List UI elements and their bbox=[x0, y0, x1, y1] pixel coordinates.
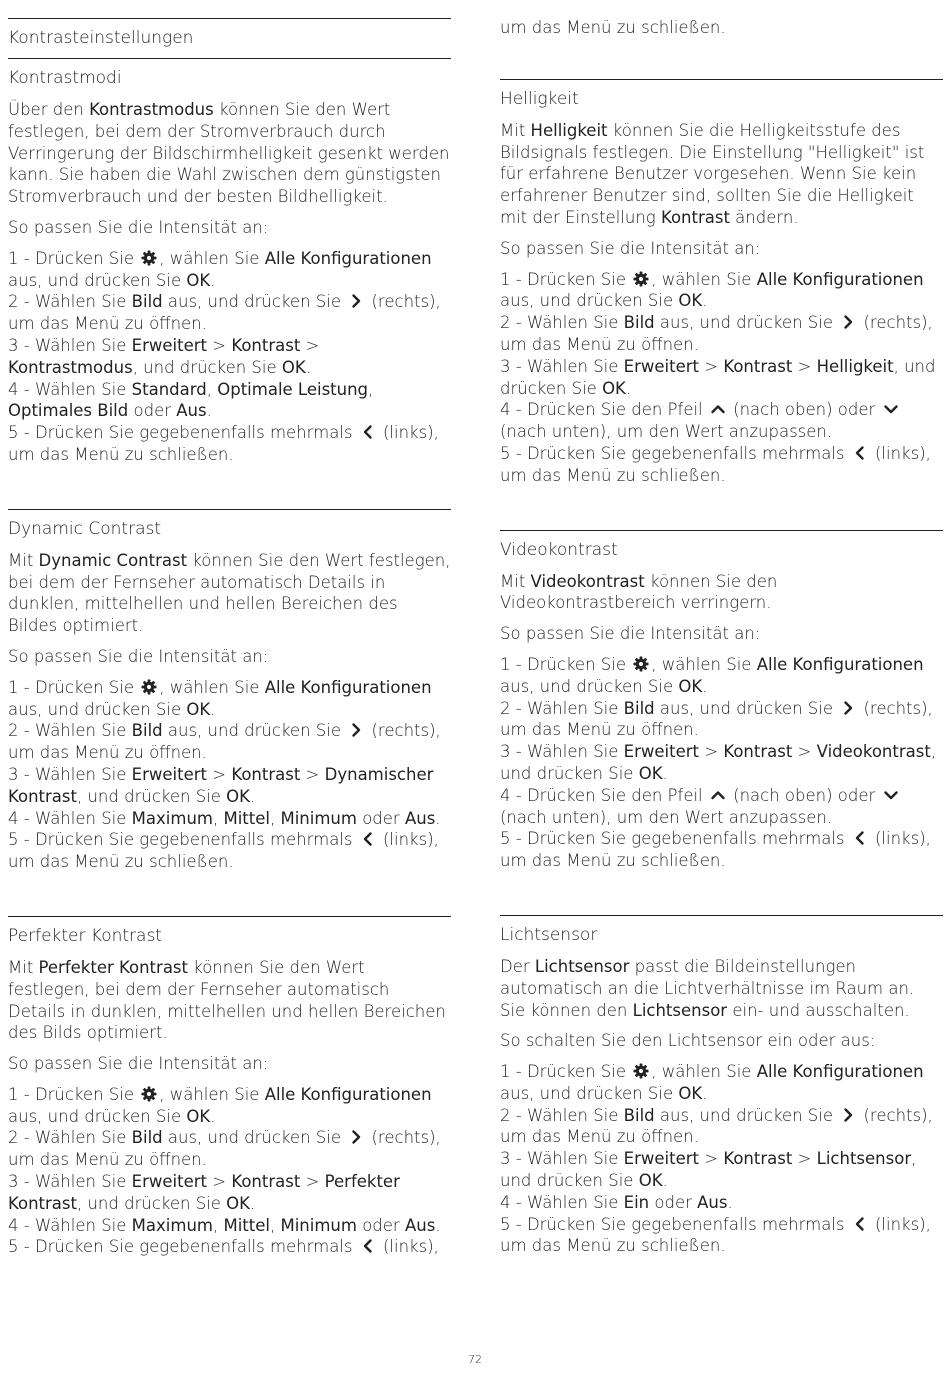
step-1: 1 - Drücken Sie , wählen Sie Alle Konfigurationen aus, und drücken Sie OK. bbox=[8, 1084, 432, 1126]
steps-list bbox=[8, 1084, 451, 1258]
section-title: Kontrastmodi bbox=[8, 68, 122, 88]
step-5: 5 - Drücken Sie gegebenenfalls mehrmals (links), um das Menü zu schließen. bbox=[8, 830, 439, 872]
section-kontrastmodi bbox=[8, 67, 451, 466]
step-2: 2 - Wählen Sie Bild aus, und drücken Sie (rechts), um das Menü zu öffnen. bbox=[8, 1128, 441, 1170]
chapter-title: Kontrasteinstellungen bbox=[8, 28, 194, 48]
step-3: 3 - Wählen Sie Erweitert > Kontrast > Kontrastmodus, und drücken Sie OK. bbox=[8, 335, 320, 377]
step-3: 3 - Wählen Sie Erweitert > Kontrast > Lichtsensor, und drücken Sie OK. bbox=[500, 1149, 917, 1191]
step-5: 5 - Drücken Sie gegebenenfalls mehrmals (links), um das Menü zu schließen. bbox=[8, 423, 439, 464]
section-rule bbox=[8, 916, 451, 917]
howto-text: So schalten Sie den Lichtsensor ein oder aus: bbox=[500, 1031, 876, 1051]
chevron-up-icon bbox=[709, 786, 727, 804]
step-1: 1 - Drücken Sie , wählen Sie Alle Konfigurationen aus, und drücken Sie OK. bbox=[8, 677, 432, 719]
gear-icon bbox=[140, 1085, 158, 1103]
left-column bbox=[8, 0, 451, 1258]
step-5: 5 - Drücken Sie gegebenenfalls mehrmals (links), um das Menü zu schließen. bbox=[500, 829, 931, 871]
step-4: 4 - Drücken Sie den Pfeil (nach oben) oder (nach unten), um den Wert anzupassen. bbox=[500, 399, 943, 443]
step-4: 4 - Wählen Sie Maximum, Mittel, Minimum oder Aus. bbox=[8, 1215, 441, 1235]
steps-list bbox=[8, 677, 451, 873]
step-4: 4 - Wählen Sie Maximum, Mittel, Minimum oder Aus. bbox=[8, 808, 441, 828]
steps-list bbox=[500, 1061, 943, 1257]
gear-icon bbox=[632, 1062, 650, 1080]
chevron-left-icon bbox=[851, 1215, 869, 1233]
section-rule bbox=[500, 79, 943, 80]
right-column bbox=[500, 0, 943, 1257]
step-2: 2 - Wählen Sie Bild aus, und drücken Sie (rechts), um das Menü zu öffnen. bbox=[500, 1105, 933, 1147]
gear-icon bbox=[140, 249, 158, 267]
step-1: 1 - Drücken Sie , wählen Sie Alle Konfigurationen aus, und drücken Sie OK. bbox=[500, 269, 924, 311]
chevron-right-icon bbox=[347, 292, 365, 310]
chevron-left-icon bbox=[359, 830, 377, 848]
step-5: 5 - Drücken Sie gegebenenfalls mehrmals (links), um das Menü zu schließen. bbox=[500, 1214, 931, 1256]
step-4: 4 - Wählen Sie Standard, Optimale Leistung, Optimales Bild oder Aus. bbox=[8, 379, 374, 421]
howto-text: So passen Sie die Intensität an: bbox=[8, 646, 269, 666]
step-1: 1 - Drücken Sie , wählen Sie Alle Konfigurationen aus, und drücken Sie OK. bbox=[500, 1062, 924, 1103]
step-4: 4 - Drücken Sie den Pfeil (nach oben) oder (nach unten), um den Wert anzupassen. bbox=[500, 785, 943, 829]
chevron-left-icon bbox=[851, 829, 869, 847]
step-2: 2 - Wählen Sie Bild aus, und drücken Sie (rechts), um das Menü zu öffnen. bbox=[500, 698, 933, 740]
chevron-left-icon bbox=[359, 423, 377, 441]
step-3: 3 - Wählen Sie Erweitert > Kontrast > Perfekter Kontrast, und drücken Sie OK. bbox=[8, 1172, 400, 1213]
chevron-right-icon bbox=[839, 1106, 857, 1124]
chevron-right-icon bbox=[839, 699, 857, 717]
section-rule bbox=[8, 509, 451, 510]
section-lichtsensor bbox=[500, 924, 943, 1257]
step-3: 3 - Wählen Sie Erweitert > Kontrast > Helligkeit, und drücken Sie OK. bbox=[500, 356, 936, 398]
chevron-up-icon bbox=[709, 400, 727, 418]
step-2: 2 - Wählen Sie Bild aus, und drücken Sie (rechts), um das Menü zu öffnen. bbox=[8, 721, 441, 763]
page-number: 72 bbox=[468, 1353, 482, 1366]
section-title: Dynamic Contrast bbox=[8, 518, 162, 539]
step-1: 1 - Drücken Sie , wählen Sie Alle Konfigurationen aus, und drücken Sie OK. bbox=[500, 654, 924, 696]
chevron-down-icon bbox=[882, 786, 900, 804]
howto-text: So passen Sie die Intensität an: bbox=[500, 624, 761, 644]
step-3: 3 - Wählen Sie Erweitert > Kontrast > Dynamischer Kontrast, und drücken Sie OK. bbox=[8, 764, 434, 806]
intro-paragraph: Mit Dynamic Contrast können Sie den Wert festlegen, bei dem der Fernseher automatisch Details in dunklen, mittelhellen und hellen Bereichen des Bildes optimiert. bbox=[8, 550, 451, 636]
gear-icon bbox=[632, 655, 650, 673]
chevron-down-icon bbox=[882, 400, 900, 418]
step-4: 4 - Wählen Sie Ein oder Aus. bbox=[500, 1192, 733, 1212]
section-perfekter-kontrast bbox=[8, 925, 451, 1258]
section-helligkeit bbox=[500, 88, 943, 487]
chevron-right-icon bbox=[347, 1128, 365, 1146]
step-5-continued: um das Menü zu schließen. bbox=[500, 18, 726, 37]
steps-list bbox=[500, 654, 943, 872]
gear-icon bbox=[632, 270, 650, 288]
step-1: 1 - Drücken Sie , wählen Sie Alle Konfigurationen aus, und drücken Sie OK. bbox=[8, 248, 432, 290]
section-rule bbox=[500, 530, 943, 531]
howto-text: So passen Sie die Intensität an: bbox=[8, 1054, 269, 1074]
intro-paragraph: Der Lichtsensor passt die Bildeinstellungen automatisch an die Lichtverhältnisse im Raum an. Sie können den Lichtsensor ein- und ausschalten. bbox=[500, 956, 915, 1020]
chevron-right-icon bbox=[347, 721, 365, 739]
section-dynamic-contrast bbox=[8, 518, 451, 873]
step-2: 2 - Wählen Sie Bild aus, und drücken Sie (rechts), um das Menü zu öffnen. bbox=[8, 292, 441, 334]
step-5: 5 - Drücken Sie gegebenenfalls mehrmals (links), um das Menü zu schließen. bbox=[500, 443, 931, 485]
intro-paragraph: Mit Helligkeit können Sie die Helligkeitsstufe des Bildsignals festlegen. Die Einstellung "Helligkeit" ist für erfahrene Benutzer vorgesehen. Wenn Sie kein erfahrener Benutzer sind, sollten Sie die Helligkeit mit der Einstellung Kontrast ändern. bbox=[500, 120, 925, 227]
chevron-left-icon bbox=[359, 1237, 377, 1255]
step-2: 2 - Wählen Sie Bild aus, und drücken Sie (rechts), um das Menü zu öffnen. bbox=[500, 313, 933, 354]
section-videokontrast bbox=[500, 539, 943, 872]
intro-paragraph: Mit Perfekter Kontrast können Sie den Wert festlegen, bei dem der Fernseher automatisch Details in dunklen, mittelhellen und hellen Bereichen des Bilds optimiert. bbox=[8, 957, 446, 1043]
section-title: Helligkeit bbox=[500, 88, 579, 109]
section-title: Videokontrast bbox=[500, 539, 618, 560]
howto-text: So passen Sie die Intensität an: bbox=[500, 238, 761, 258]
chevron-left-icon bbox=[851, 444, 869, 462]
step-5: 5 - Drücken Sie gegebenenfalls mehrmals (links), bbox=[8, 1237, 439, 1257]
step-3: 3 - Wählen Sie Erweitert > Kontrast > Videokontrast, und drücken Sie OK. bbox=[500, 742, 937, 783]
intro-paragraph: Mit Videokontrast können Sie den Videokontrastbereich verringern. bbox=[500, 571, 778, 613]
section-rule bbox=[8, 18, 451, 19]
howto-text: So passen Sie die Intensität an: bbox=[8, 217, 269, 237]
gear-icon bbox=[140, 678, 158, 696]
section-rule bbox=[500, 915, 943, 916]
steps-list bbox=[500, 269, 943, 487]
section-rule bbox=[8, 58, 451, 59]
chevron-right-icon bbox=[839, 313, 857, 331]
steps-list bbox=[8, 248, 451, 466]
section-title: Lichtsensor bbox=[500, 924, 598, 945]
intro-paragraph: Über den Kontrastmodus können Sie den Wert festlegen, bei dem der Stromverbrauch durch Verringerung der Bildschirmhelligkeit gesenkt werden kann. Sie haben die Wahl zwischen dem günstigsten Stromverbrauch und der besten Bildhelligkeit. bbox=[8, 100, 450, 207]
section-title: Perfekter Kontrast bbox=[8, 925, 162, 946]
